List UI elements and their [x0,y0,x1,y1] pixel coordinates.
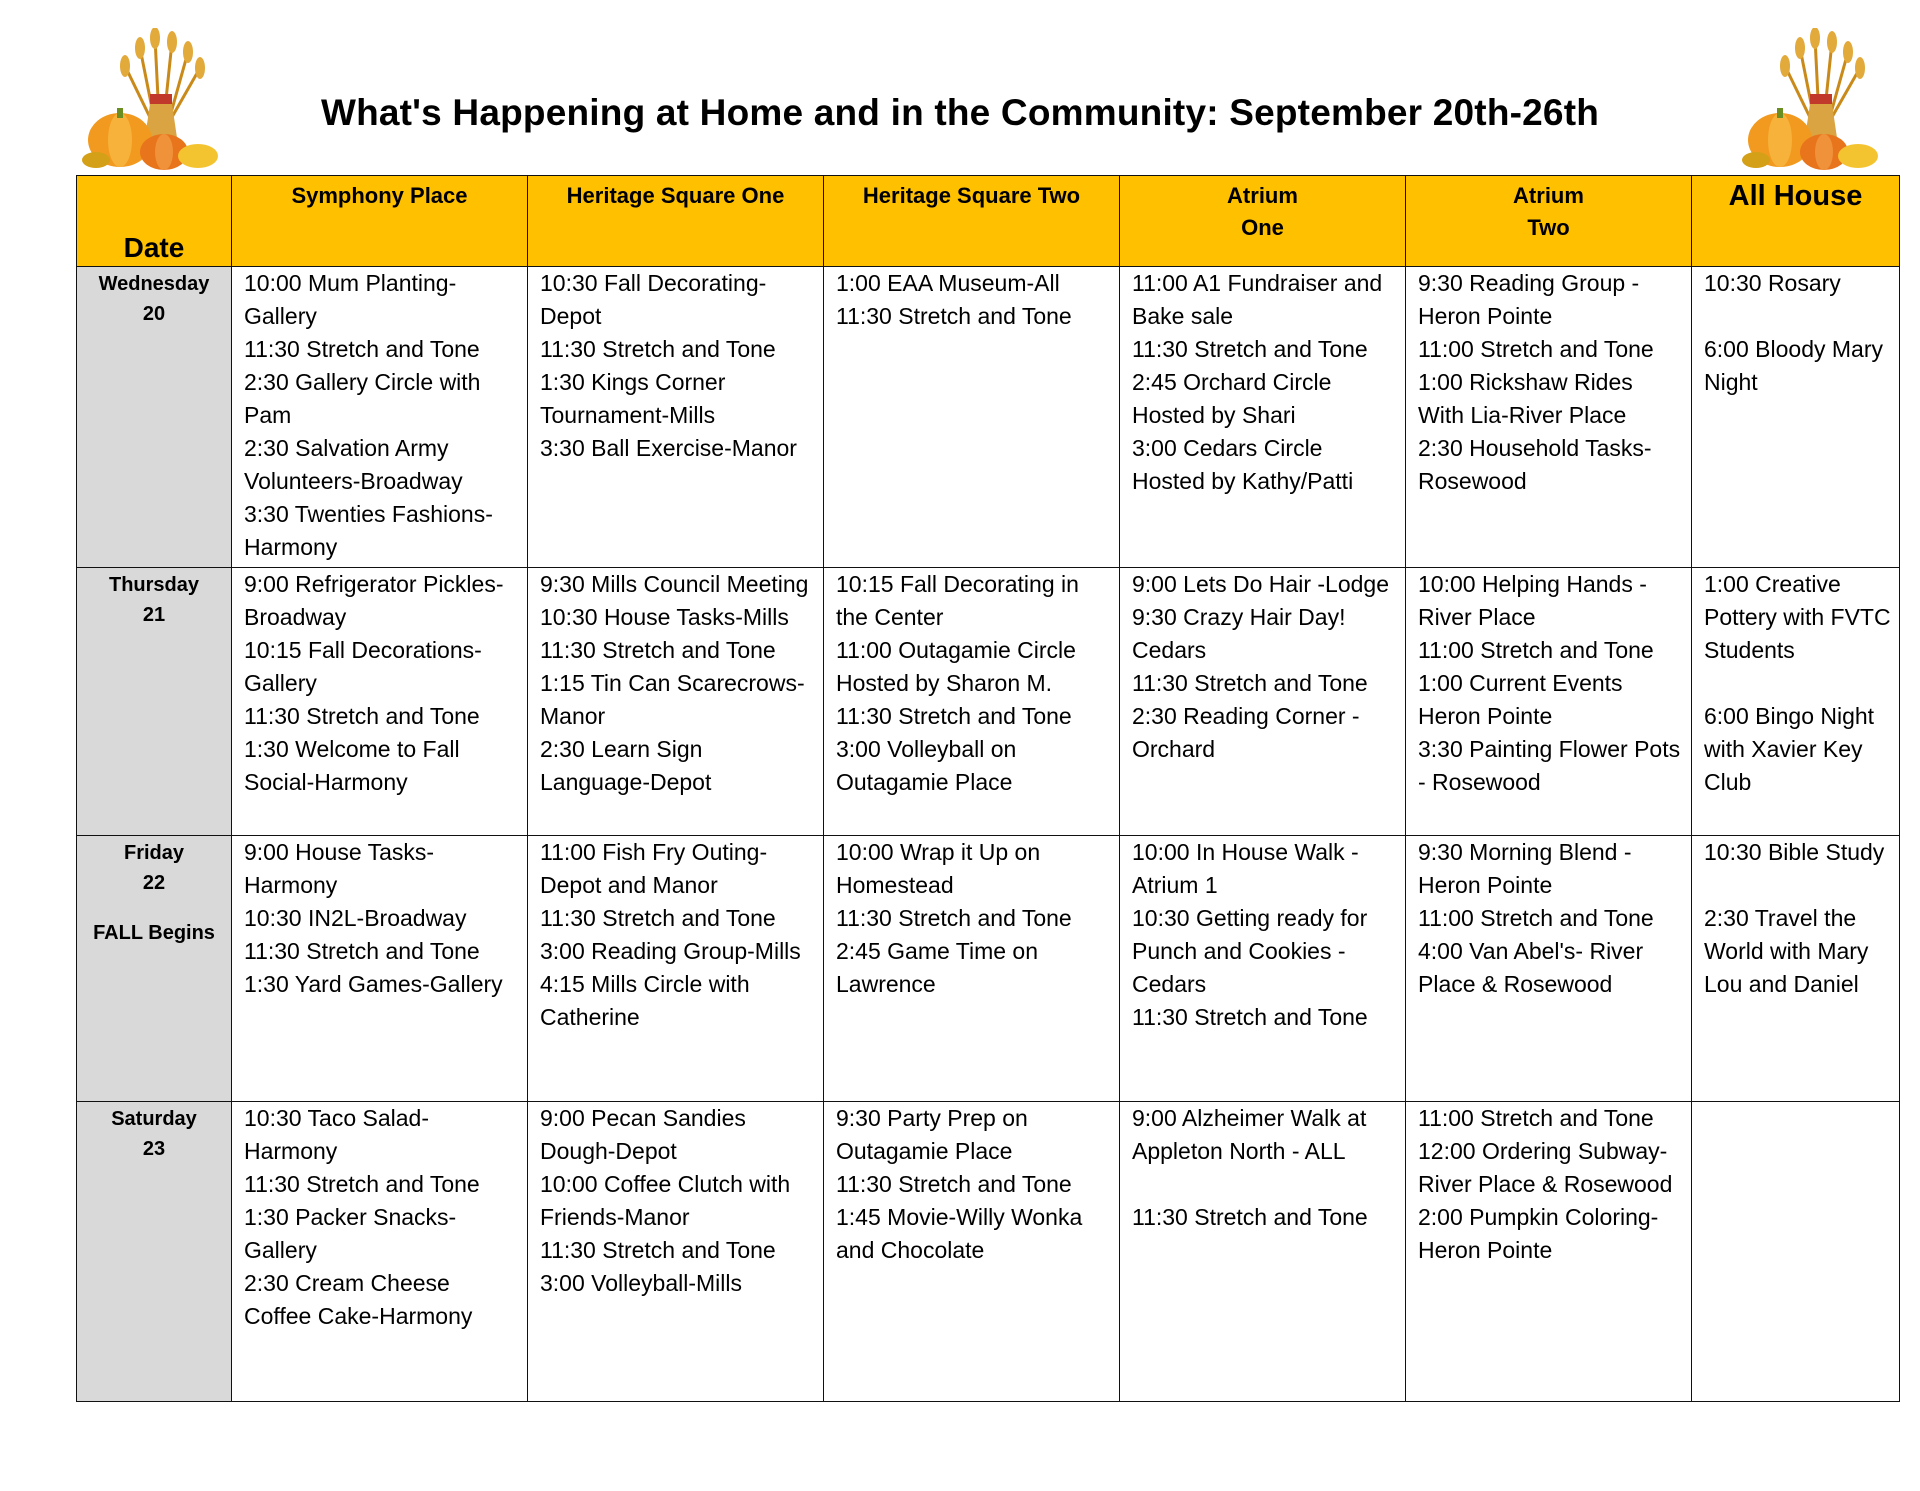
table-row [77,1102,1900,1402]
column-header-all-house: All House [1692,176,1900,267]
day-number: 22 [142,872,166,894]
events-heritage-square-one: 11:00 Fish Fry Outing-Depot and Manor 11:30 Stretch and Tone 3:00 Reading Group-Mills 4:15 Mills Circle with Catherine [528,836,824,1102]
events-symphony-place: 9:00 House Tasks-Harmony 10:30 IN2L-Broadway 11:30 Stretch and Tone 1:30 Yard Games-Gallery [232,836,528,1102]
date-cell [77,836,232,1102]
events-all-house: 1:00 Creative Pottery with FVTC Students 6:00 Bingo Night with Xavier Key Club [1692,568,1900,836]
events-symphony-place: 9:00 Refrigerator Pickles-Broadway 10:15 Fall Decorations-Gallery 11:30 Stretch and Tone 1:30 Welcome to Fall Social-Harmony [232,568,528,836]
day-name: Wednesday [98,273,210,295]
column-header-date: Date [77,176,232,267]
events-heritage-square-two: 10:15 Fall Decorating in the Center 11:00 Outagamie Circle Hosted by Sharon M. 11:30 Stretch and Tone 3:00 Volleyball on Outagamie Place [824,568,1120,836]
column-header-heritage-square-one: Heritage Square One [528,176,824,267]
date-cell [77,568,232,836]
events-heritage-square-one: 9:30 Mills Council Meeting 10:30 House Tasks-Mills 11:30 Stretch and Tone 1:15 Tin Can Scarecrows-Manor 2:30 Learn Sign Language-Depot [528,568,824,836]
day-number: 23 [142,1138,166,1160]
date-cell [77,1102,232,1402]
day-name: Saturday [111,1108,197,1130]
events-atrium-one: 9:00 Alzheimer Walk at Appleton North - ALL 11:30 Stretch and Tone [1120,1102,1406,1402]
events-atrium-one: 11:00 A1 Fundraiser and Bake sale 11:30 Stretch and Tone 2:45 Orchard Circle Hosted by Shari 3:00 Cedars Circle Hosted by Kathy/Patti [1120,267,1406,568]
day-note: FALL Begins [93,922,215,944]
day-name: Friday [123,842,185,864]
day-name: Thursday [108,574,200,596]
column-header-symphony-place: Symphony Place [232,176,528,267]
events-atrium-one: 10:00 In House Walk -Atrium 1 10:30 Getting ready for Punch and Cookies -Cedars 11:30 Stretch and Tone [1120,836,1406,1102]
events-symphony-place: 10:00 Mum Planting-Gallery 11:30 Stretch and Tone 2:30 Gallery Circle with Pam 2:30 Salvation Army Volunteers-Broadway 3:30 Twenties Fashions-Harmony [232,267,528,568]
events-heritage-square-two: 9:30 Party Prep on Outagamie Place 11:30 Stretch and Tone 1:45 Movie-Willy Wonka and Chocolate [824,1102,1120,1402]
schedule-table [76,175,1900,1402]
column-header-atrium-one: Atrium One [1120,176,1406,267]
events-heritage-square-two: 10:00 Wrap it Up on Homestead 11:30 Stretch and Tone 2:45 Game Time on Lawrence [824,836,1120,1102]
table-row [77,267,1900,568]
header-row [77,176,1900,267]
events-atrium-two: 11:00 Stretch and Tone 12:00 Ordering Subway- River Place & Rosewood 2:00 Pumpkin Coloring-Heron Pointe [1406,1102,1692,1402]
autumn-harvest-icon [80,28,230,178]
events-all-house: 10:30 Bible Study 2:30 Travel the World with Mary Lou and Daniel [1692,836,1900,1102]
day-number: 20 [142,303,166,325]
column-header-heritage-square-two: Heritage Square Two [824,176,1120,267]
events-all-house [1692,1102,1900,1402]
events-atrium-one: 9:00 Lets Do Hair -Lodge 9:30 Crazy Hair Day! Cedars 11:30 Stretch and Tone 2:30 Reading Corner -Orchard [1120,568,1406,836]
autumn-harvest-icon [1740,28,1890,178]
date-cell [77,267,232,568]
events-symphony-place: 10:30 Taco Salad-Harmony 11:30 Stretch and Tone 1:30 Packer Snacks-Gallery 2:30 Cream Cheese Coffee Cake-Harmony [232,1102,528,1402]
column-header-atrium-two: Atrium Two [1406,176,1692,267]
day-number: 21 [142,604,166,626]
events-all-house: 10:30 Rosary 6:00 Bloody Mary Night [1692,267,1900,568]
page-title: What's Happening at Home and in the Community: September 20th-26th [320,92,1600,133]
events-heritage-square-one: 9:00 Pecan Sandies Dough-Depot 10:00 Coffee Clutch with Friends-Manor 11:30 Stretch and Tone 3:00 Volleyball-Mills [528,1102,824,1402]
table-row [77,568,1900,836]
events-atrium-two: 9:30 Reading Group -Heron Pointe 11:00 Stretch and Tone 1:00 Rickshaw Rides With Lia-River Place 2:30 Household Tasks-Rosewood [1406,267,1692,568]
events-atrium-two: 9:30 Morning Blend -Heron Pointe 11:00 Stretch and Tone 4:00 Van Abel's- River Place & Rosewood [1406,836,1692,1102]
events-heritage-square-one: 10:30 Fall Decorating-Depot 11:30 Stretch and Tone 1:30 Kings Corner Tournament-Mills 3:30 Ball Exercise-Manor [528,267,824,568]
table-row [77,836,1900,1102]
events-atrium-two: 10:00 Helping Hands -River Place 11:00 Stretch and Tone 1:00 Current Events Heron Pointe 3:30 Painting Flower Pots - Rosewood [1406,568,1692,836]
events-heritage-square-two: 1:00 EAA Museum-All 11:30 Stretch and Tone [824,267,1120,568]
